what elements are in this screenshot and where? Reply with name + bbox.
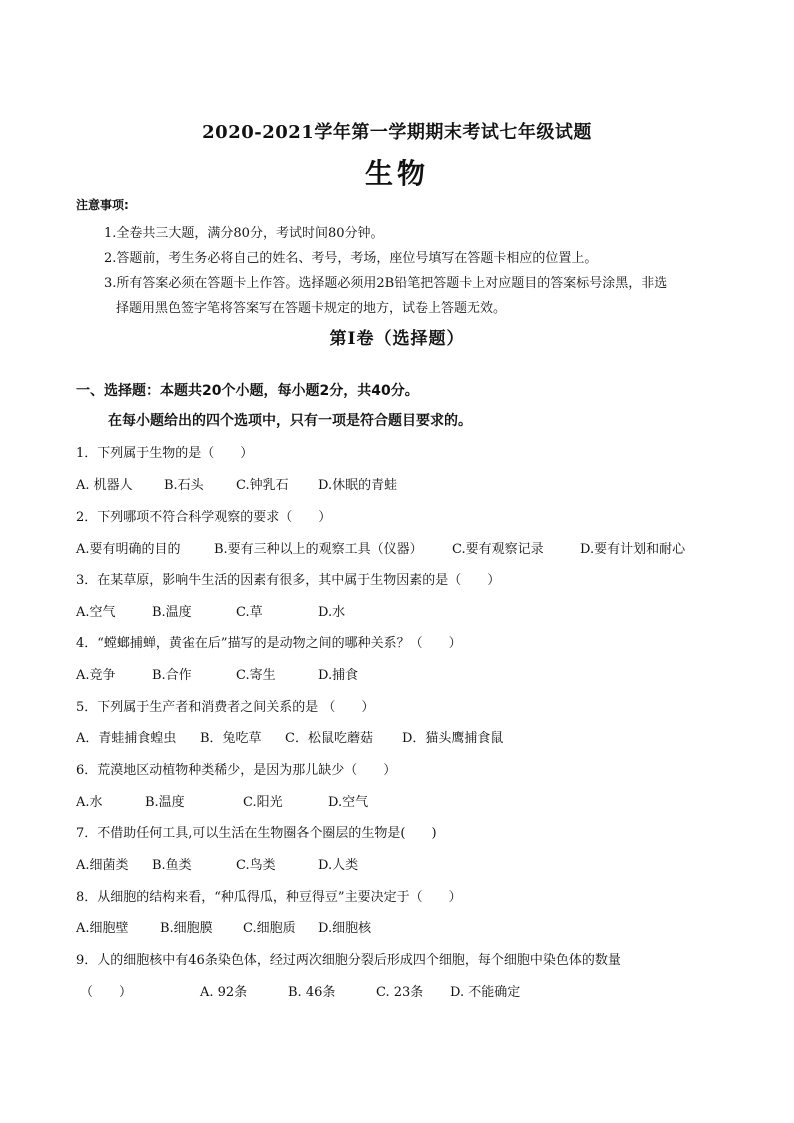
option-d: D.要有计划和耐心 xyxy=(580,542,686,557)
option-a: A.要有明确的目的 xyxy=(76,542,181,557)
option-d: D. 不能确定 xyxy=(450,985,521,1000)
question-stem: 3．在某草原，影响牛生活的因素有很多，其中属于生物因素的是（ ） xyxy=(76,573,501,588)
part-title: 第Ⅰ卷（选择题） xyxy=(329,329,465,349)
option-a: A.空气 xyxy=(76,605,116,620)
option-c: C．松鼠吃蘑菇 xyxy=(285,731,373,746)
option-a: A. 机器人 xyxy=(76,478,133,493)
option-d: D.人类 xyxy=(318,858,359,873)
notice-heading: 注意事项: xyxy=(76,198,129,212)
option-b: B.要有三种以上的观察工具（仪器） xyxy=(214,542,423,557)
option-b: B. 46条 xyxy=(288,985,336,1000)
exam-title: 2020-2021学年第一学期期末考试七年级试题 xyxy=(202,122,592,143)
option-c: C. 23条 xyxy=(376,985,424,1000)
notice-item: 择题用黑色签字笔将答案写在答题卡规定的地方，试卷上答题无效。 xyxy=(116,301,507,316)
option-b: B.鱼类 xyxy=(152,858,192,873)
option-d: D．猫头鹰捕食鼠 xyxy=(402,731,504,746)
option-d: D.细胞核 xyxy=(318,921,372,936)
notice-item: 2.答题前，考生务必将自己的姓名、考号，考场，座位号填写在答题卡相应的位置上。 xyxy=(104,251,598,266)
option-c: C.钟乳石 xyxy=(236,478,289,493)
question-stem: 6．荒漠地区动植物种类稀少，是因为那儿缺少（ ） xyxy=(76,763,397,778)
question-stem: 4．“螳螂捕蝉，黄雀在后”描写的是动物之间的哪种关系？（ ） xyxy=(76,636,462,651)
option-a: A.细胞壁 xyxy=(76,921,129,936)
option-c: C.细胞质 xyxy=(243,921,296,936)
option-b: B．兔吃草 xyxy=(200,731,262,746)
option-b: B.温度 xyxy=(145,795,185,810)
section-instruction: 在每小题给出的四个选项中，只有一项是符合题目要求的。 xyxy=(108,413,472,429)
option-c: C.鸟类 xyxy=(236,858,276,873)
notice-item: 3.所有答案必须在答题卡上作答。选择题必须用2B铅笔把答题卡上对应题目的答案标号涂黑，非选 xyxy=(104,276,668,291)
option-a: A．青蛙捕食蝗虫 xyxy=(76,731,177,746)
question-stem: 1．下列属于生物的是（ ） xyxy=(76,446,254,461)
option-d: D.捕食 xyxy=(318,668,359,683)
option-a: A. 92条 xyxy=(200,985,248,1000)
option-b: B.细胞膜 xyxy=(160,921,213,936)
notice-item: 1.全卷共三大题，满分80分，考试时间80分钟。 xyxy=(104,226,384,241)
option-c: C.草 xyxy=(236,605,263,620)
question-stem: 5．下列属于生产者和消费者之间关系的是 （ ） xyxy=(76,700,375,715)
question-stem: 8．从细胞的结构来看，“种瓜得瓜，种豆得豆”主要决定于（ ） xyxy=(76,890,462,905)
option-d: D.休眠的青蛙 xyxy=(318,478,398,493)
question-stem: 9．人的细胞核中有46条染色体，经过两次细胞分裂后形成四个细胞，每个细胞中染色体的数量 xyxy=(76,953,621,968)
subject-title: 生物 xyxy=(364,157,429,190)
option-b: B.石头 xyxy=(164,478,204,493)
option-c: C.阳光 xyxy=(243,795,283,810)
option-d: D.水 xyxy=(318,605,346,620)
option-a: A.水 xyxy=(76,795,103,810)
option-b: B.温度 xyxy=(152,605,192,620)
question-stem: 2．下列哪项不符合科学观察的要求（ ） xyxy=(76,510,332,525)
answer-blank: （ ） xyxy=(80,985,133,1000)
question-stem: 7．不借助任何工具,可以生活在生物圈各个圈层的生物是( ) xyxy=(76,826,437,841)
option-b: B.合作 xyxy=(152,668,192,683)
option-a: A.竞争 xyxy=(76,668,116,683)
option-d: D.空气 xyxy=(328,795,369,810)
option-c: C.寄生 xyxy=(236,668,276,683)
option-a: A.细菌类 xyxy=(76,858,129,873)
option-c: C.要有观察记录 xyxy=(452,542,544,557)
section-heading: 一、选择题：本题共20个小题，每小题2分，共40分。 xyxy=(76,383,419,399)
